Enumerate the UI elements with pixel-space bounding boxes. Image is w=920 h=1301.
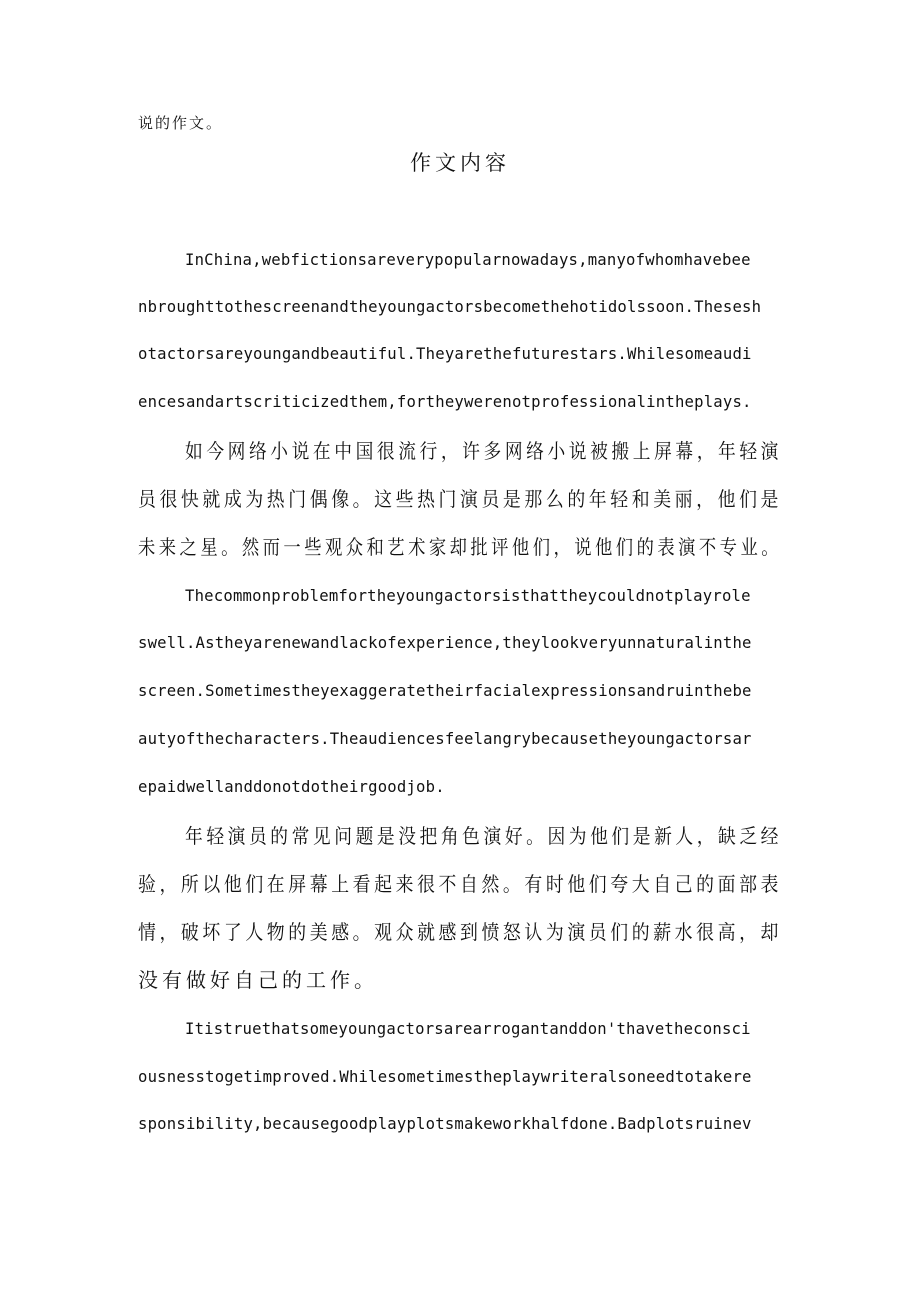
text-line: ousnesstogetimproved.Whilesometimestheplaywriteralsoneedtotakere [138,1068,752,1086]
text-line: 员很快就成为热门偶像。这些热门演员是那么的年轻和美丽，他们是 [138,487,782,511]
text-line: 年轻演员的常见问题是没把角色演好。因为他们是新人，缺乏经 [185,824,782,848]
text-line: swell.Astheyarenewandlackofexperience,theylookveryunnaturalinthe [138,634,752,652]
continued-text: 说的作文。 [138,114,224,132]
text-line: otactorsareyoungandbeautiful.Theyarethefuturestars.Whilesomeaudi [138,345,752,363]
text-line: Thecommonproblemfortheyoungactorsisthattheycouldnotplayrole [185,587,751,605]
text-line: encesandartscriticizedthem,fortheywerenotprofessionalintheplays. [138,393,752,411]
text-line: epaidwellanddonotdotheirgoodjob. [138,778,445,796]
text-line: InChina,webfictionsareverypopularnowadays,manyofwhomhavebee [185,251,751,269]
text-line: 情，破坏了人物的美感。观众就感到愤怒认为演员们的薪水很高，却 [138,920,782,944]
text-line: sponsibility,becausegoodplayplotsmakeworkhalfdone.Badplotsruinev [138,1115,752,1133]
text-line: 未来之星。然而一些观众和艺术家却批评他们，说他们的表演不专业。 [138,535,782,559]
text-line: autyofthecharacters.Theaudiencesfeelangrybecausetheyoungactorsar [138,730,752,748]
text-line: screen.Sometimestheyexaggeratetheirfacialexpressionsandruinthebe [138,682,752,700]
page-title: 作文内容 [410,151,510,175]
text-line: 如今网络小说在中国很流行，许多网络小说被搬上屏幕，年轻演 [185,439,782,463]
text-line: Itistruethatsomeyoungactorsarearrogantanddon'thavetheconsci [185,1020,751,1038]
text-line: 验，所以他们在屏幕上看起来很不自然。有时他们夸大自己的面部表 [138,872,782,896]
text-line: 没有做好自己的工作。 [138,968,378,992]
text-line: nbroughttothescreenandtheyoungactorsbecomethehotidolssoon.Thesesh [138,298,762,316]
